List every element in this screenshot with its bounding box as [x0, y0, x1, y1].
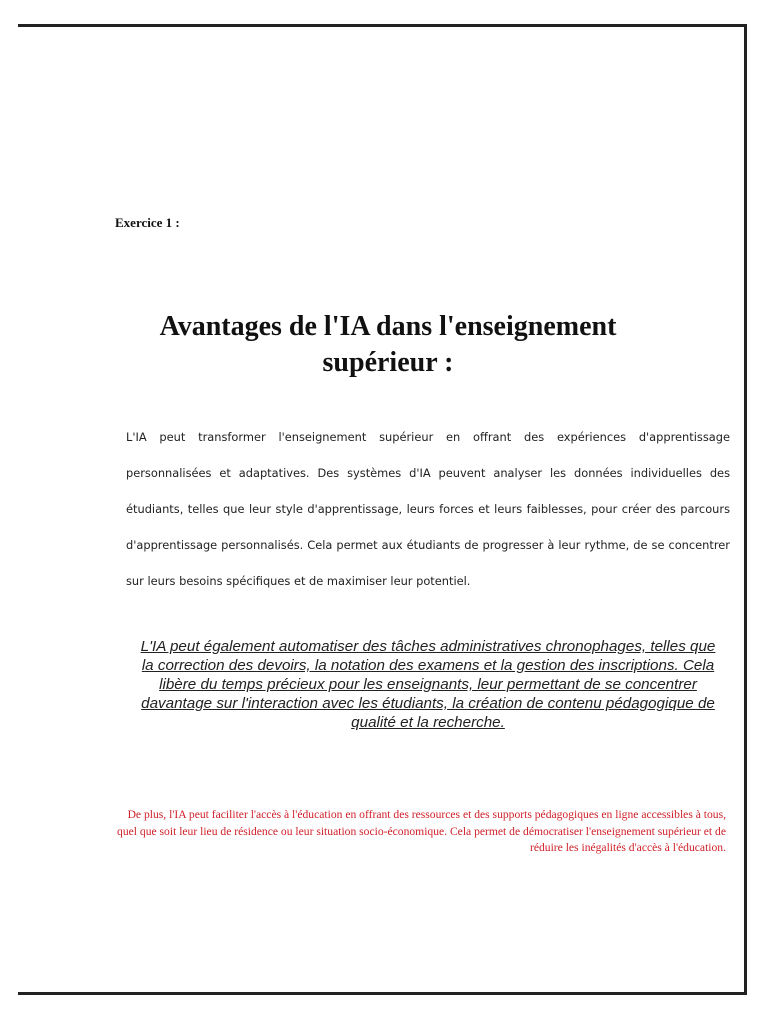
exercise-label: Exercice 1 : [115, 215, 180, 230]
paragraph-administrative-tasks: L'IA peut également automatiser des tâches administratives chronophages, telles que la correction des devoirs, la notation des examens et la gestion des inscriptions. Cela libère du temps précieux pour les enseignants, leur permettant de se concentrer davantage sur l'interaction avec les étudiants, la création de contenu pédagogique de qualité et la recherche. [140, 638, 716, 731]
document-page [18, 24, 747, 995]
paragraph-personalized-learning: L'IA peut transformer l'enseignement supérieur en offrant des expériences d'apprentissage personnalisées et adaptatives. Des systèmes d'IA peuvent analyser les données individuelles des étudiants, telles que leur style d'apprentissage, leurs forces et leurs faiblesses, pour créer des parcours d'apprentissage personnalisés. Cela permet aux étudiants de progresser à leur rythme, de se concentrer sur leurs besoins spécifiques et de maximiser leur potentiel. [126, 430, 730, 588]
paragraph-accessibility: De plus, l'IA peut faciliter l'accès à l'éducation en offrant des ressources et des supports pédagogiques en ligne accessibles à tous, quel que soit leur lieu de résidence ou leur situation socio-économique. Cela permet de démocratiser l'enseignement supérieur et de réduire les inégalités d'accès à l'éducation. [117, 808, 726, 854]
document-title: Avantages de l'IA dans l'enseignement supérieur : [159, 311, 617, 378]
